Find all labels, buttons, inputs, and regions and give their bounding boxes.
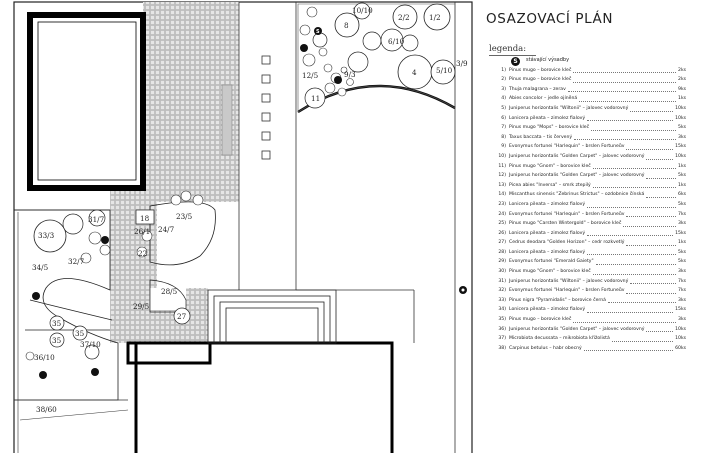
legend-item (484, 229, 686, 239)
legend-item-number: 6) (501, 115, 506, 121)
legend-item-leader (593, 168, 676, 169)
legend-item-name: Lonicera pileata – zimolez fialový (509, 115, 586, 121)
legend-item-quantity: 15ks (675, 307, 686, 313)
legend-item-quantity: 3ks (678, 297, 686, 303)
legend-item-name: Abies concolor – jedle ojíněná (509, 96, 578, 102)
legend-item-name: Lonicera pileata – zimolez fialový (509, 201, 586, 207)
label-29-5: 29/5 (133, 302, 150, 311)
legend-item-quantity: 10ks (675, 115, 686, 121)
house (30, 15, 143, 188)
legend-existing-label: stávající výsadby (526, 57, 570, 63)
legend-item-quantity: 5ks (678, 201, 686, 207)
legend-item-leader (587, 207, 676, 208)
legend-item (484, 66, 686, 76)
legend-item-number: 3) (501, 86, 506, 92)
label-35-a: 35 (52, 319, 62, 328)
legend-item-number: 27) (498, 240, 506, 246)
legend-item-leader (646, 159, 673, 160)
legend-item-name: Picea abies "Inversa" – smrk ztepilý (509, 182, 591, 188)
legend-item-quantity: 6ks (678, 192, 686, 198)
legend-item (484, 171, 686, 181)
legend-item-name: Cedrus deodara "Golden Horizon" – cedr rozkvetlý (509, 240, 625, 246)
legend-item-quantity: 2ks (678, 77, 686, 83)
legend-item-name: Taxus baccata – tis červený (509, 134, 573, 140)
legend-item (484, 162, 686, 172)
legend-item-leader (630, 111, 673, 112)
legend-item-quantity: 7ks (678, 288, 686, 294)
legend-item-number: 9) (501, 144, 506, 150)
legend-item-number: 13) (498, 182, 506, 188)
label-35-b: 35 (52, 336, 62, 345)
legend-item-leader (608, 302, 676, 303)
legend-item-leader (574, 139, 676, 140)
legend-item-quantity: 2ks (678, 67, 686, 73)
legend-item (484, 114, 686, 124)
legend-item-name: Microbiota decussata – mikrobiota křižolistá (509, 336, 610, 342)
page-title: OSAZOVACÍ PLÁN (486, 11, 614, 27)
label-6-10: 6/10 (388, 37, 405, 46)
legend-item-leader (646, 331, 673, 332)
label-33-3: 33/3 (38, 231, 55, 240)
existing-marker-label: S (316, 29, 320, 35)
legend-item-leader (593, 187, 676, 188)
legend-item-leader (626, 216, 676, 217)
legend-item (484, 344, 686, 354)
legend-item-leader (573, 82, 676, 83)
legend-item (484, 219, 686, 229)
legend-item-leader (591, 130, 676, 131)
label-35-c: 35 (75, 329, 85, 338)
label-4: 4 (412, 68, 417, 77)
bed-left (14, 210, 118, 400)
legend-item-name: Lonicera pileata – zimolez fialový (509, 230, 586, 236)
legend-item-name: Lonicera pileata – zimolez fialový (509, 307, 586, 313)
legend-item-number: 7) (501, 125, 506, 131)
legend-item-quantity: 1ks (678, 240, 686, 246)
legend-item (484, 142, 686, 152)
label-2-2: 2/2 (398, 13, 410, 22)
label-11: 11 (311, 94, 321, 103)
label-34-5: 34/5 (32, 263, 49, 272)
legend-item-number: 35) (498, 317, 506, 323)
legend-item-leader (579, 101, 676, 102)
legend-item-quantity: 10ks (675, 105, 686, 111)
legend-item-number: 11) (498, 163, 506, 169)
label-37-10: 37/10 (80, 340, 101, 349)
legend-item-name: Pinus mugo "Gnom" – borovice kleč (509, 163, 591, 169)
legend-item-name: Juniperus horizontalis "Golden Carpet" – jalovec vodorovný (509, 173, 645, 179)
legend-item-leader (596, 264, 676, 265)
legend-item (484, 133, 686, 143)
label-27: 27 (177, 312, 187, 321)
legend-item-number: 4) (501, 96, 506, 102)
legend-item-number: 23) (498, 201, 506, 207)
label-38-60: 38/60 (36, 405, 57, 414)
legend-item-number: 31) (498, 278, 506, 284)
legend-item-quantity: 5ks (678, 125, 686, 131)
label-12-5: 12/5 (302, 71, 319, 80)
legend-item-name: Pinus mugo – borovice kleč (509, 67, 572, 73)
legend-item-leader (587, 254, 676, 255)
legend-item-name: Pinus mugo "Gnom" – borovice kleč (509, 269, 591, 275)
legend-item-quantity: 1ks (678, 163, 686, 169)
legend-item-name: Lonicera pileata – zimolez fialový (509, 249, 586, 255)
label-22: 22 (138, 249, 148, 258)
legend-item (484, 257, 686, 267)
legend-item-number: 34) (498, 307, 506, 313)
legend-item-name: Miscanthus sinensis "Zebrinus Strictus" – ozdobnice čínská (509, 192, 645, 198)
legend-item-leader (593, 274, 676, 275)
label-26-1: 26/1 (134, 227, 151, 236)
legend-item-name: Evonymus fortunei "Harlequin" – brslen Fortuneův (509, 211, 625, 217)
legend-item (484, 325, 686, 335)
legend-item-number: 2) (501, 77, 506, 83)
legend-item-name: Pinus mugo "Carsten Wintergold" – borovice kleč (509, 221, 622, 227)
legend-item-name: Pinus nigra "Pyramidalis" – borovice černá (509, 297, 606, 303)
legend-item (484, 277, 686, 287)
legend-item-quantity: 1ks (678, 96, 686, 102)
legend-item-leader (587, 235, 673, 236)
legend-item-leader (573, 322, 676, 323)
legend-item (484, 210, 686, 220)
legend-item-quantity: 7ks (678, 278, 686, 284)
legend-item (484, 200, 686, 210)
legend-item-leader (568, 91, 676, 92)
legend-item-name: Pinus mugo "Mops" – borovice kleč (509, 125, 590, 131)
legend-item-number: 30) (498, 269, 506, 275)
legend-item-quantity: 5ks (678, 259, 686, 265)
legend-item (484, 296, 686, 306)
legend-item (484, 315, 686, 325)
legend-item-number: 8) (501, 134, 506, 140)
legend-item-quantity: 1ks (678, 182, 686, 188)
legend-item-number: 1) (501, 67, 506, 73)
legend-item-quantity: 60ks (675, 345, 686, 351)
legend-item-leader (623, 226, 676, 227)
legend-item-quantity: 15ks (675, 230, 686, 236)
legend-item-number: 12) (498, 173, 506, 179)
legend-item (484, 75, 686, 85)
legend-item (484, 181, 686, 191)
legend-item-number: 14) (498, 192, 506, 198)
legend-item-number: 5) (501, 105, 506, 111)
legend-item-quantity: 5ks (678, 173, 686, 179)
label-32-7: 32/7 (68, 257, 85, 266)
legend-item-quantity: 3ks (678, 134, 686, 140)
label-18: 18 (140, 214, 150, 223)
legend-item (484, 94, 686, 104)
legend-item-leader (646, 197, 676, 198)
legend-item-name: Juniperus horizontalis "Wiltonii" – jalovec vodorovný (509, 278, 629, 284)
legend-item-quantity: 3ks (678, 269, 686, 275)
label-10-10: 10/10 (352, 6, 373, 15)
legend-item (484, 286, 686, 296)
legend-item-quantity: 7ks (678, 211, 686, 217)
legend-item (484, 152, 686, 162)
legend-item-name: Juniperus horizontalis "Wiltonii" – jalovec vodorovný (509, 105, 629, 111)
legend-item-leader (573, 72, 676, 73)
legend-item-number: 36) (498, 326, 506, 332)
existing-plant-icon: S (511, 57, 520, 66)
legend-item-number: 10) (498, 153, 506, 159)
legend-item-leader (626, 149, 673, 150)
legend-item-quantity: 15ks (675, 144, 686, 150)
legend-item-leader (612, 341, 673, 342)
label-8: 8 (344, 21, 349, 30)
legend-item-leader (646, 178, 676, 179)
label-23-5: 23/5 (176, 212, 193, 221)
legend-item-number: 25) (498, 221, 506, 227)
label-9-3: 9/3 (344, 70, 356, 79)
legend-item-leader (626, 245, 676, 246)
label-28-5: 28/5 (161, 287, 178, 296)
legend-item-quantity: 3ks (678, 221, 686, 227)
legend-item-number: 29) (498, 259, 506, 265)
legend-heading: legenda: (489, 44, 527, 54)
label-31-7: 31/7 (88, 215, 105, 224)
legend-item (484, 85, 686, 95)
legend-item (484, 190, 686, 200)
legend-item-name: Juniperus horizontalis "Golden Carpet" – jalovec vodorovný (509, 153, 645, 159)
legend-item-number: 28) (498, 249, 506, 255)
legend-item (484, 267, 686, 277)
legend-item-quantity: 3ks (678, 317, 686, 323)
legend-item-leader (630, 283, 676, 284)
legend-item-number: 24) (498, 211, 506, 217)
legend-item-quantity: 5ks (678, 249, 686, 255)
legend-item-name: Evonymus fortunei "Harlequin" – brslen Fortuneův (509, 144, 625, 150)
legend-item-number: 37) (498, 336, 506, 342)
legend-item-quantity: 10ks (675, 153, 686, 159)
legend-item-name: Carpinus betulus – habr obecný (509, 345, 582, 351)
legend-item-name: Pinus mugo – borovice kleč (509, 77, 572, 83)
legend (484, 56, 686, 353)
label-3-9: 3/9 (456, 59, 468, 68)
legend-item-quantity: 9ks (678, 86, 686, 92)
legend-item-name: Pinus mugo – borovice kleč (509, 317, 572, 323)
legend-item-leader (626, 293, 676, 294)
legend-item (484, 104, 686, 114)
legend-item (484, 334, 686, 344)
legend-item-leader (587, 120, 673, 121)
legend-item-number: 32) (498, 288, 506, 294)
legend-item-leader (584, 350, 673, 351)
legend-item-number: 26) (498, 230, 506, 236)
legend-item (484, 238, 686, 248)
legend-item-number: 33) (498, 297, 506, 303)
label-36-10: 36/10 (34, 353, 55, 362)
legend-item-name: Juniperus horizontalis "Golden Carpet" – jalovec vodorovný (509, 326, 645, 332)
legend-item-name: Evonymus fortunei "Emerald Gaiety" (509, 259, 594, 265)
legend-item-quantity: 10ks (675, 326, 686, 332)
legend-item-leader (587, 312, 673, 313)
legend-item (484, 248, 686, 258)
legend-item (484, 305, 686, 315)
legend-item-name: Thuja malagrana – zerav (509, 86, 566, 92)
label-24-7: 24/7 (158, 225, 175, 234)
legend-item-number: 38) (498, 345, 506, 351)
legend-item (484, 123, 686, 133)
label-5-10: 5/10 (436, 66, 453, 75)
legend-existing (484, 56, 686, 66)
legend-item-quantity: 10ks (675, 336, 686, 342)
legend-item-name: Evonymus fortunei "Harlequin" – brslen Fortuneův (509, 288, 625, 294)
label-1-2: 1/2 (429, 13, 441, 22)
stepping-stones (262, 56, 270, 159)
